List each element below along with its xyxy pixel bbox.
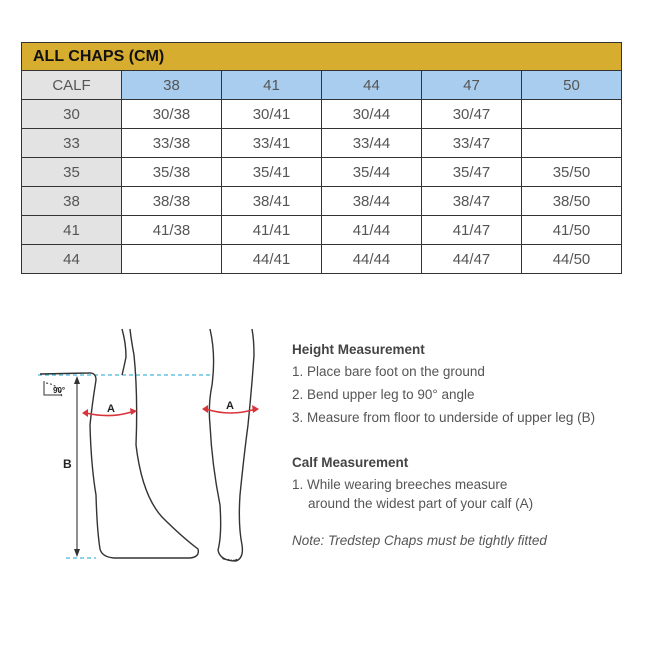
table-row (22, 216, 622, 245)
calf-size-cell: 33 (22, 129, 122, 158)
size-cell: 35/47 (422, 158, 522, 187)
size-cell: 41/44 (322, 216, 422, 245)
size-cell: 44/41 (222, 245, 322, 274)
size-cell: 41/47 (422, 216, 522, 245)
size-cell: 35/50 (522, 158, 622, 187)
calf-step-line: 1. While wearing breeches measure (292, 477, 508, 492)
size-chart-table (21, 42, 622, 274)
size-cell: 38/38 (122, 187, 222, 216)
size-cell: 30/41 (222, 100, 322, 129)
height-steps (292, 364, 632, 425)
size-cell: 38/50 (522, 187, 622, 216)
column-header: 38 (122, 71, 222, 100)
column-header: 50 (522, 71, 622, 100)
size-cell: 41/41 (222, 216, 322, 245)
height-b-arrow-bottom (74, 549, 80, 557)
size-cell: 38/44 (322, 187, 422, 216)
calf-size-cell: 35 (22, 158, 122, 187)
size-cell: 30/44 (322, 100, 422, 129)
side-leg-outline (40, 329, 198, 558)
size-cell: 41/38 (122, 216, 222, 245)
column-header: 47 (422, 71, 522, 100)
height-b-label: B (63, 457, 72, 471)
table-row (22, 158, 622, 187)
table-title: ALL CHAPS (CM) (22, 43, 622, 71)
size-cell: 33/38 (122, 129, 222, 158)
calf-size-cell: 38 (22, 187, 122, 216)
size-cell: 38/47 (422, 187, 522, 216)
height-step: 2. Bend upper leg to 90° angle (292, 387, 475, 402)
calf-a-arrowhead-right (130, 408, 137, 415)
table-row (22, 129, 622, 158)
angle-label: 90° (53, 386, 66, 395)
calf-a-label-right: A (226, 400, 234, 412)
leg-measurement-diagram (30, 325, 280, 570)
calf-a-arrowhead-left (82, 409, 88, 417)
measurement-instructions (292, 342, 632, 548)
size-cell (122, 245, 222, 274)
table-row (22, 100, 622, 129)
size-cell: 33/41 (222, 129, 322, 158)
column-header: 41 (222, 71, 322, 100)
size-cell: 35/41 (222, 158, 322, 187)
size-cell: 30/38 (122, 100, 222, 129)
calf-size-cell: 30 (22, 100, 122, 129)
height-step: 3. Measure from floor to underside of upper leg (B) (292, 410, 596, 425)
table-row (22, 245, 622, 274)
size-cell: 38/41 (222, 187, 322, 216)
height-step: 1. Place bare foot on the ground (292, 364, 485, 379)
calf-a-arrowhead-right-right (252, 405, 259, 413)
calf-a-label-left: A (107, 403, 115, 415)
size-cell: 33/44 (322, 129, 422, 158)
column-header: 44 (322, 71, 422, 100)
height-b-arrow-top (74, 376, 80, 384)
front-leg-outline (209, 329, 254, 561)
size-cell: 44/50 (522, 245, 622, 274)
size-cell: 35/38 (122, 158, 222, 187)
calf-step (292, 477, 632, 511)
calf-size-cell: 44 (22, 245, 122, 274)
column-header-row (22, 71, 622, 100)
fit-note: Note: Tredstep Chaps must be tightly fitted (292, 533, 547, 548)
table-row (22, 187, 622, 216)
size-cell (522, 100, 622, 129)
calf-heading: Calf Measurement (292, 455, 409, 470)
size-cell: 44/47 (422, 245, 522, 274)
size-cell (522, 129, 622, 158)
calf-size-cell: 41 (22, 216, 122, 245)
calf-a-arrowhead-right-left (202, 405, 208, 413)
size-cell: 33/47 (422, 129, 522, 158)
size-cell: 30/47 (422, 100, 522, 129)
height-heading: Height Measurement (292, 342, 425, 357)
size-cell: 44/44 (322, 245, 422, 274)
size-cell: 41/50 (522, 216, 622, 245)
size-cell: 35/44 (322, 158, 422, 187)
calf-corner-label: CALF (22, 71, 122, 100)
calf-step-line: around the widest part of your calf (A) (308, 496, 534, 511)
side-leg-back-outline (122, 329, 126, 375)
